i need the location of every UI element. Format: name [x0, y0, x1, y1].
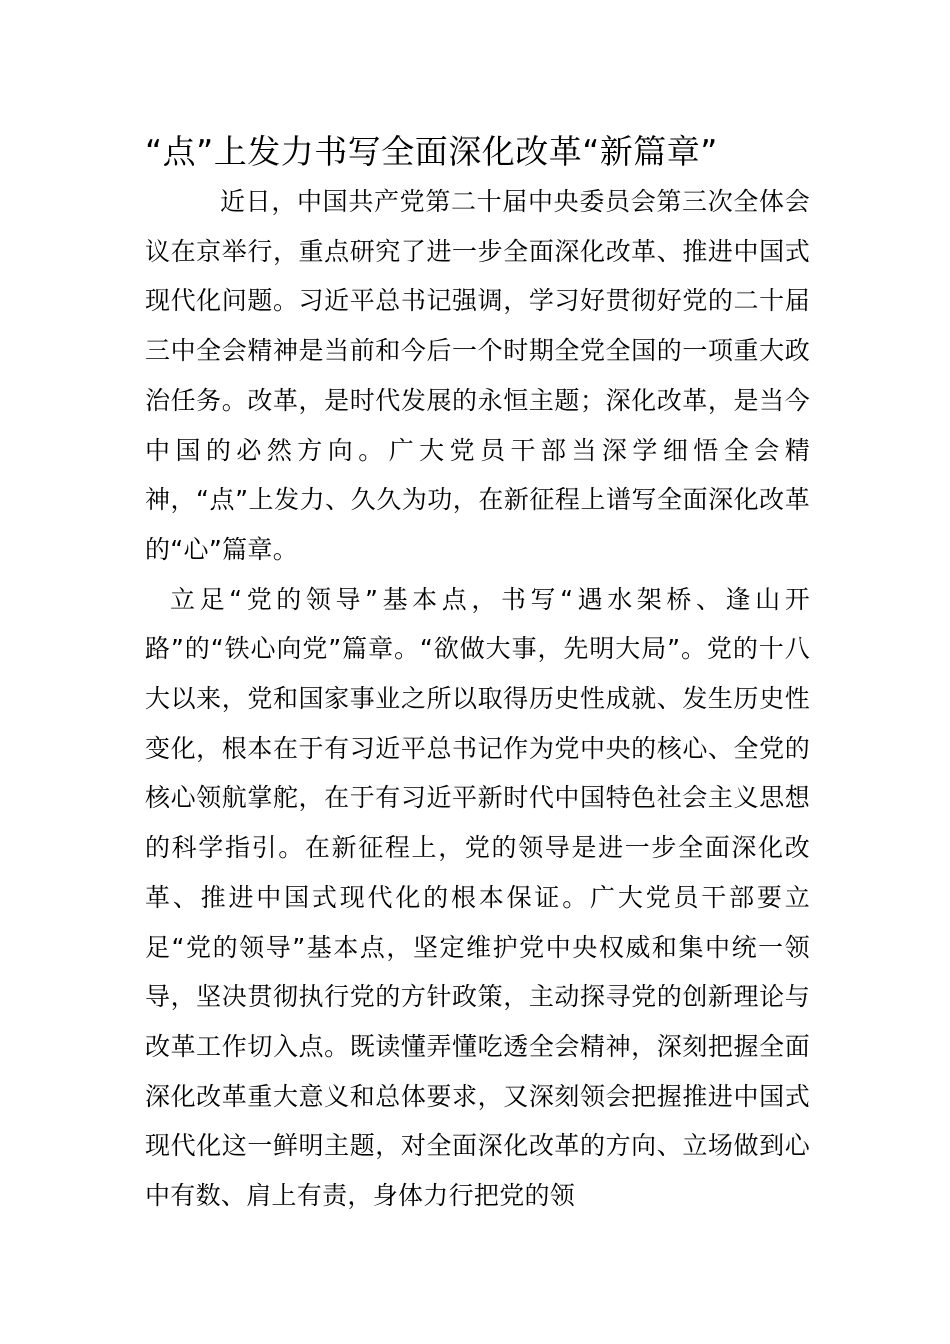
paragraph-1: 近日，中国共产党第二十届中央委员会第三次全体会议在京举行，重点研究了进一步全面深化改革、推进中国式现代化问题。习近平总书记强调，学习好贯彻好党的二十届三中全会精神是当前和今后一个时期全党全国的一项重大政治任务。改革，是时代发展的永恒主题；深化改革，是当今中国的必然方向。广大党员干部当深学细悟全会精神，“点”上发力、久久为功，在新征程上谱写全面深化改革的“心”篇章。: [145, 187, 810, 564]
paragraph-2: 立足“党的领导”基本点，书写“遇水架桥、逢山开路”的“铁心向党”篇章。“欲做大事，先明大局”。党的十八大以来，党和国家事业之所以取得历史性成就、发生历史性变化，根本在于有习近平总书记作为党中央的核心、全党的核心领航掌舵，在于有习近平新时代中国特色社会主义思想的科学指引。在新征程上，党的领导是进一步全面深化改革、推进中国式现代化的根本保证。广大党员干部要立足“党的领导”基本点，坚定维护党中央权威和集中统一领导，坚决贯彻执行党的方针政策，主动探寻党的创新理论与改革工作切入点。既读懂弄懂吃透全会精神，深刻把握全面深化改革重大意义和总体要求，又深刻领会把握推进中国式现代化这一鲜明主题，对全面深化改革的方向、立场做到心中有数、肩上有责，身体力行把党的领: [145, 584, 810, 1211]
document-title: “点”上发力书写全面深化改革“新篇章”: [145, 132, 718, 171]
document-body: [145, 177, 810, 1221]
